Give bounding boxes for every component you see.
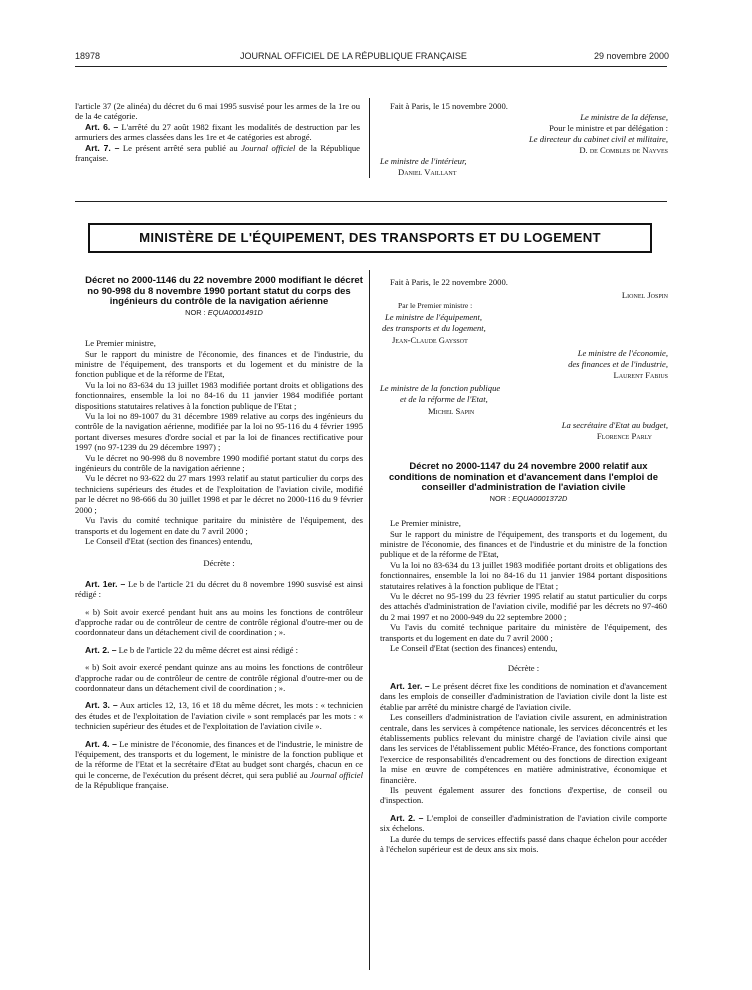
signatory-title: et de la réforme de l'Etat, — [400, 394, 488, 404]
article-quote: « b) Soit avoir exercé pendant quinze ans au moins les fonctions de contrôleur d'approche radar ou de contrôleur de centre de contrôle régional d'outre-mer ou de coordonnateur dans un détachement civil de coordination ; ». — [75, 662, 363, 693]
paragraph: La durée du temps de services effectifs passé dans chaque échelon pour accéder à l'échelon supérieur est de deux ans six mois. — [380, 833, 667, 854]
paragraph: Vu la loi no 83-634 du 13 juillet 1983 modifiée portant droits et obligations des fonctionnaires, ensemble la loi no 84-16 du 11 janvier 1984 portant dispositions statutaires relatives à la fonction publique de l'Etat ; — [380, 559, 667, 591]
article-text: L'emploi de conseiller d'administration de l'aviation civile comporte six échelons. — [380, 812, 667, 834]
article-6 — [75, 122, 360, 143]
paragraph: Les conseillers d'administration de l'aviation civile assurent, en administration centrale, dans les services à compétence nationale, les services déconcentrés et les établissements publics relevant du ministre chargé de l'aviation civile ainsi que dans les services de l'établissement public Météo-France, des fonctions comportant l'exercice de responsabilités d'encadrement ou des fonctions de direction exigeant la mise en œuvre de compétences en matière administrative, économique et financière. — [380, 712, 667, 785]
decree-title: Décret no 2000-1146 du 22 novembre 2000 modifiant le décret no 90-998 du 8 novembre 1990 portant statut du corps des ingénieurs du contrôle de la navigation aérienne — [85, 275, 363, 308]
previous-text-left — [75, 101, 360, 163]
page-number: 18978 — [75, 51, 101, 61]
article-label: Art. 1er. – — [390, 680, 430, 691]
article-7 — [75, 143, 360, 164]
paragraph: Vu le décret no 90-998 du 8 novembre 1990 modifié portant statut du corps des ingénieurs du contrôle de la navigation aérienne ; — [75, 452, 363, 474]
signatory-name: Florence Parly — [596, 431, 652, 441]
signatory-title: Le ministre de la défense, — [580, 112, 668, 122]
article-1 — [380, 681, 667, 712]
paragraph: Ils peuvent également assurer des fonctions d'expertise, de conseil ou d'inspection. — [380, 784, 667, 806]
journal-title: JOURNAL OFFICIEL DE LA RÉPUBLIQUE FRANÇAISE — [240, 51, 467, 61]
article-text: de la République française. — [75, 780, 169, 791]
article-text: Le présent décret fixe les conditions de nomination et d'avancement dans les emplois de conseiller d'administration de l'aviation civile dont la liste est établie par arrêté du ministre chargé de l'aviation civile. — [380, 680, 668, 712]
decrete: Décrète : — [507, 663, 540, 674]
paragraph: Le Conseil d'Etat (section des finances) entendu, — [390, 643, 558, 654]
article-label: Art. 1er. – — [85, 578, 126, 589]
signatory-delegation: Par le Premier ministre : — [398, 301, 473, 310]
nor-value: EQUA0001491D — [207, 307, 263, 317]
article-text: Le présent arrêté sera publié au — [119, 142, 242, 153]
article-text: de la République française. — [75, 142, 360, 164]
paragraph: Le Premier ministre, — [85, 338, 156, 349]
article-text: Aux articles 12, 13, 16 et 18 du même décret, les mots : « technicien des études et de l'exploitation de l'aviation civile » sont remplacés par les mots : « technicien supérieur des études et de l'exploitation de l'aviation civile ». — [75, 700, 363, 732]
signatory-title: des transports et du logement, — [382, 323, 486, 333]
journal-name: Journal officiel — [310, 769, 364, 780]
decree-1 — [75, 276, 363, 791]
nor-reference — [75, 308, 363, 318]
decree-2 — [380, 462, 667, 854]
signatory-title: Le directeur du cabinet civil et militaire, — [529, 134, 668, 144]
signatory-name: Michel Sapin — [428, 406, 475, 416]
decree-title: Décret no 2000-1147 du 24 novembre 2000 relatif aux conditions de nomination et d'avancement dans l'emploi de conseiller d'administration de l'aviation civile — [389, 461, 658, 494]
nor-label: NOR : — [185, 307, 208, 317]
article-2 — [75, 645, 363, 655]
article-label: Art. 3. – — [85, 700, 118, 711]
paragraph: Vu la loi no 89-1007 du 31 décembre 1989 relative au corps des ingénieurs du contrôle de la navigation aérienne, modifiée par la loi no 95-116 du 4 février 1995 portant diverses mesures d'ordre social et par la loi de finances rectificative pour 1997 (no 97-1239 du 29 décembre 1997) ; — [75, 411, 363, 453]
ministry-title: MINISTÈRE DE L'ÉQUIPEMENT, DES TRANSPORTS ET DU LOGEMENT — [88, 223, 652, 253]
paragraph: Vu le décret no 95-199 du 23 février 1995 relatif au statut particulier du corps des attachés d'administration de l'aviation civile, modifié par les décrets no 97-460 du 2 mai 1997 et no 2000-949 du 22 septembre 2000 ; — [380, 591, 667, 622]
section-rule — [75, 201, 667, 202]
signatory-title: La secrétaire d'Etat au budget, — [561, 420, 668, 430]
nor-reference — [380, 494, 667, 504]
journal-name: Journal officiel — [241, 142, 296, 153]
paragraph: Vu l'avis du comité technique paritaire du ministère de l'équipement, des transports et du logement en date du 7 avril 2000 ; — [75, 515, 363, 536]
nor-label: NOR : — [489, 493, 513, 503]
paragraph: Vu l'avis du comité technique paritaire du ministère de l'équipement, des transports et du logement en date du 7 avril 2000 ; — [380, 622, 667, 643]
header-rule — [75, 66, 667, 67]
article-label: Art. 2. – — [390, 812, 424, 823]
signatory-name: Daniel Vaillant — [398, 167, 457, 177]
paragraph: Vu le décret no 93-622 du 27 mars 1993 relatif au statut particulier du corps des techniciens supérieurs des études et de l'exploitation de l'aviation civile, modifié par le décret no 98-666 du 30 juillet 1998 et par le décret no 2000-116 du 9 février 2000 ; — [75, 473, 363, 515]
article-text: L'arrêté du 27 août 1982 fixant les modalités de destruction par les armuriers des armes classées dans les 1re et 4e catégories est abrogé. — [75, 121, 361, 143]
signatory-title: des finances et de l'industrie, — [568, 359, 668, 369]
signatory-name: Laurent Fabius — [613, 370, 668, 380]
paragraph: Sur le rapport du ministre de l'économie, des finances et de l'industrie, du ministre de l'équipement, des transports et du logement et du ministre de la fonction publique et de la réforme de l'Etat, — [75, 348, 363, 380]
article-label: Art. 4. – — [85, 738, 117, 749]
issue-date: 29 novembre 2000 — [594, 51, 670, 61]
place-date: Fait à Paris, le 22 novembre 2000. — [390, 277, 508, 287]
paragraph: Sur le rapport du ministre de l'équipement, des transports et du logement, du ministre de l'économie, des finances et de l'industrie et du ministre de la fonction publique et de la réforme de l'Etat, — [380, 528, 667, 560]
signatory-name: Lionel Jospin — [621, 290, 668, 300]
column-divider — [369, 270, 370, 970]
signatory-name: Jean-Claude Gayssot — [392, 335, 468, 345]
signatory-title: Le ministre de la fonction publique — [380, 383, 501, 393]
article-label: Art. 2. – — [85, 644, 117, 655]
signatory-name: D. de Combles de Nayves — [579, 145, 668, 155]
signatory-title: Le ministre de l'équipement, — [385, 312, 482, 322]
article-quote: « b) Soit avoir exercé pendant huit ans au moins les fonctions de contrôleur d'approche radar ou de contrôleur de centre de contrôle régional d'outre-mer ou de coordonnateur dans un détachement civil de coordination ; ». — [75, 606, 363, 638]
article-text: Le ministre de l'économie, des finances et de l'industrie, le ministre de l'équipement, des transports et du logement, le ministre de la fonction publique et de la réforme de l'Etat et la secrétaire d'Etat au budget sont chargés, chacun en ce qui le concerne, de l'exécution du présent décret, qui sera publié au — [75, 738, 363, 780]
article-label: Art. 6. – — [85, 121, 119, 132]
nor-value: EQUA0001372D — [512, 493, 568, 503]
place-date: Fait à Paris, le 15 novembre 2000. — [390, 101, 508, 111]
article-text: Le b de l'article 22 du même décret est ainsi rédigé : — [116, 644, 298, 655]
signatory-title: Le ministre de l'intérieur, — [380, 156, 467, 166]
column-divider — [369, 98, 370, 178]
article-text: Le b de l'article 21 du décret du 8 novembre 1990 susvisé est ainsi rédigé : — [75, 578, 364, 600]
decrete: Décrète : — [203, 558, 235, 569]
signatory-delegation: Pour le ministre et par délégation : — [549, 123, 668, 133]
paragraph: Vu la loi no 83-634 du 13 juillet 1983 modifiée portant droits et obligations des fonctionnaires, ensemble la loi no 84-16 du 11 janvier 1984 modifiée portant dispositions statutaires relatives à la fonction publique de l'Etat ; — [75, 379, 363, 411]
article-label: Art. 7. – — [85, 142, 120, 153]
paragraph: Le Premier ministre, — [390, 518, 461, 529]
paragraph: l'article 37 (2e alinéa) du décret du 6 mai 1995 susvisé pour les armes de la 1re ou de la 4e catégorie. — [75, 101, 360, 122]
article-3 — [75, 700, 363, 731]
article-2 — [380, 813, 667, 834]
article-1 — [75, 579, 363, 600]
signatory-title: Le ministre de l'économie, — [577, 348, 668, 358]
paragraph: Le Conseil d'Etat (section des finances) entendu, — [85, 535, 253, 546]
article-4 — [75, 739, 363, 791]
